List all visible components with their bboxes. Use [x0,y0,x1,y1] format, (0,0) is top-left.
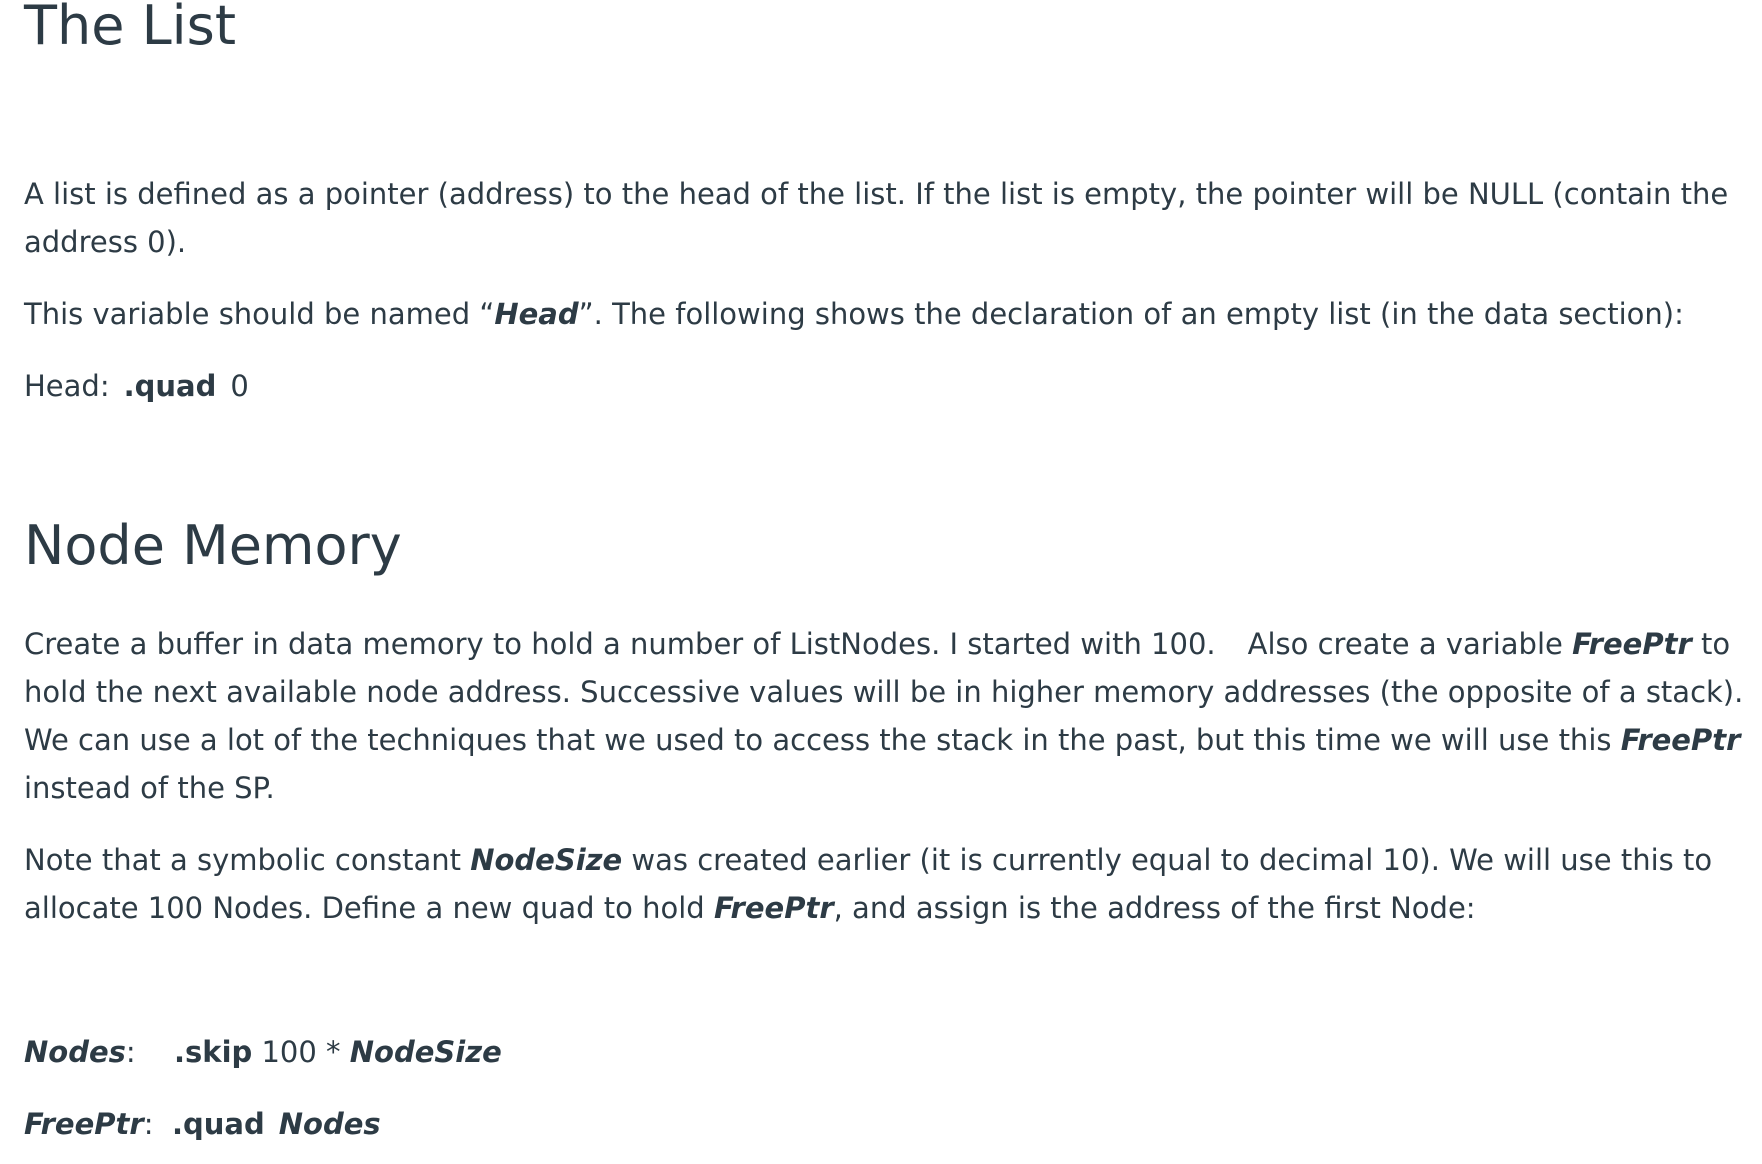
freeptr-declaration-code [24,1100,1744,1148]
text-run: , and assign is the address of the first Node: [833,891,1476,925]
code-symbol-nodesize: NodeSize [349,1035,502,1069]
nodesize-emphasis: NodeSize [470,843,623,877]
code-symbol-freeptr: FreePtr [24,1107,144,1141]
code-label-nodes [24,1028,174,1076]
text-run: ”. The following shows the declaration of an empty list (in the data section): [578,297,1684,331]
head-variable-paragraph [24,290,1744,338]
code-colon: : [125,1035,136,1069]
code-value: 0 [230,369,249,403]
head-emphasis: Head [494,297,579,331]
text-run: Create a buffer in data memory to hold a number of ListNodes. I started with 100. [24,627,1216,661]
section-heading-node-memory: Node Memory [24,514,402,577]
list-definition-paragraph: A list is defined as a pointer (address) to the head of the list. If the list is empty, the pointer will be NULL (contain the address 0). [24,177,1729,259]
text-run: was created earlier (it is currently equal to decimal 10). We will use this to allocate 100 Nodes. Define a new quad to hold [24,843,1713,925]
text-run: to hold the next available node address. Successive values will be in higher memory addresses (the opposite of a stack). We can use a lot of the techniques that we used to access the stack in the past, but this time we will use this [24,627,1744,757]
code-label-freeptr [24,1100,172,1148]
code-symbol-nodes: Nodes [24,1035,126,1069]
code-directive-quad: .quad [123,369,217,403]
section-heading-the-list: The List [24,0,236,57]
freeptr-emphasis: FreePtr [1620,723,1741,757]
nodes-declaration-code [24,1028,1744,1076]
text-run: This variable should be named “ [24,297,495,331]
head-declaration-code [24,362,1744,410]
code-directive-quad: .quad [172,1107,265,1141]
code-expression: 100 * [261,1035,350,1069]
freeptr-emphasis: FreePtr [713,891,834,925]
code-label-head: Head: [24,369,110,403]
text-run: Note that a symbolic constant [24,843,471,877]
code-colon: : [143,1107,154,1141]
text-run: Also create a variable [1247,627,1573,661]
code-directive-skip: .skip [174,1035,253,1069]
text-run: instead of the SP. [24,771,275,805]
nodesize-paragraph [24,836,1744,932]
code-symbol-nodes: Nodes [278,1107,381,1141]
freeptr-emphasis: FreePtr [1572,627,1692,661]
node-buffer-paragraph [24,620,1744,812]
